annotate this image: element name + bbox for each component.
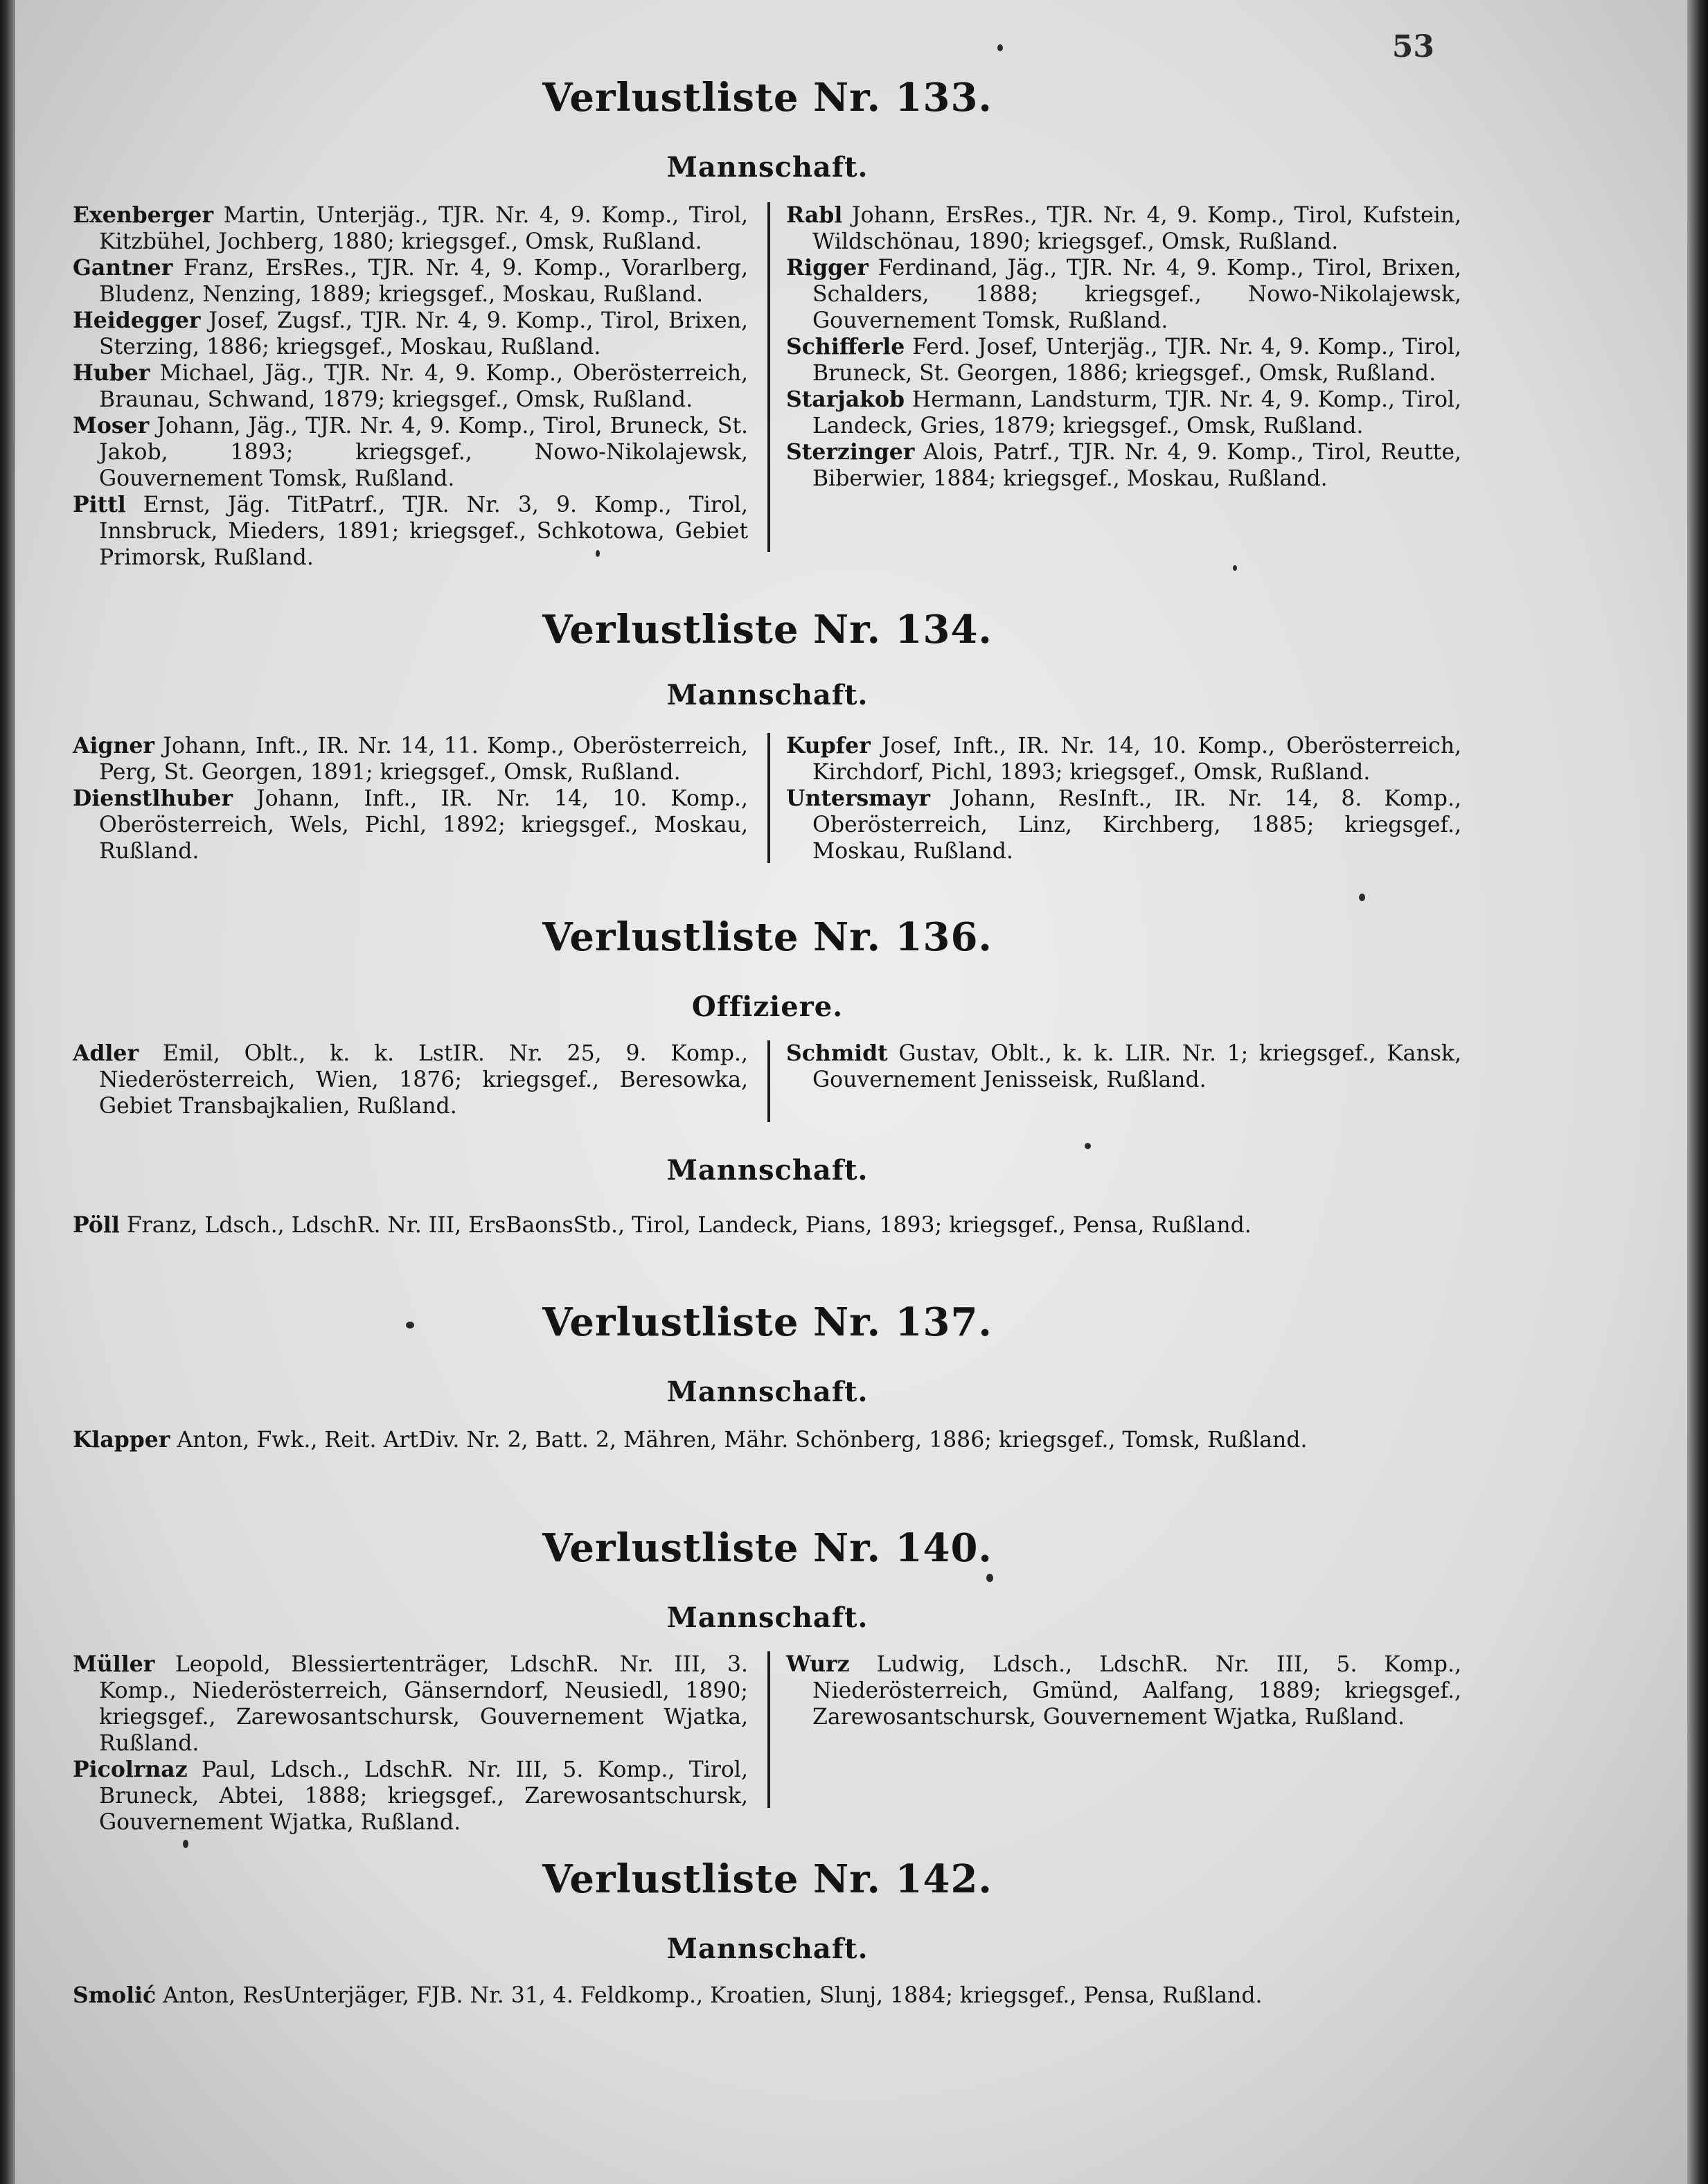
entry-details: Ferd. Josef, Unterjäg., TJR. Nr. 4, 9. Komp., Tirol, Bruneck, St. Georgen, 1886; kriegsgef., Omsk, Rußland. — [812, 335, 1462, 386]
scan-speck — [406, 1322, 414, 1329]
section-title: Verlustliste Nr. 136. — [542, 914, 993, 960]
casualty-entry — [786, 439, 1461, 492]
right-column — [786, 1040, 1461, 1093]
casualty-entry — [73, 1040, 748, 1119]
entry-surname: Pöll — [73, 1212, 120, 1238]
casualty-entry — [73, 1757, 748, 1836]
casualty-entry — [786, 785, 1461, 864]
entry-details: Johann, Inft., IR. Nr. 14, 11. Komp., Oberösterreich, Perg, St. Georgen, 1891; kriegsgef., Omsk, Rußland. — [99, 734, 748, 785]
section-title: Verlustliste Nr. 134. — [542, 607, 993, 652]
entry-surname: Adler — [73, 1040, 139, 1066]
entry-surname: Starjakob — [786, 387, 905, 412]
entry-details: Ludwig, Ldsch., LdschR. Nr. III, 5. Komp., Niederösterreich, Gmünd, Aalfang, 1889; kriegsgef., Zarewosantschursk, Gouvernement Wjatka, Rußland. — [812, 1652, 1461, 1730]
casualty-entry — [786, 1040, 1461, 1093]
entry-details: Gustav, Oblt., k. k. LIR. Nr. 1; kriegsgef., Kansk, Gouvernement Jenisseisk, Rußland. — [812, 1041, 1461, 1092]
section-title: Verlustliste Nr. 140. — [542, 1525, 993, 1571]
right-column — [786, 202, 1461, 492]
group-heading: Mannschaft. — [666, 1154, 869, 1187]
entry-details: Ernst, Jäg. TitPatrf., TJR. Nr. 3, 9. Komp., Tirol, Innsbruck, Mieders, 1891; kriegsgef., Schkotowa, Gebiet Primorsk, Rußland. — [99, 492, 748, 570]
group-heading: Mannschaft. — [666, 151, 869, 184]
casualty-entry — [73, 1212, 1500, 1239]
entry-surname: Rabl — [786, 202, 843, 228]
entry-details: Leopold, Blessiertenträger, LdschR. Nr. III, 3. Komp., Niederösterreich, Gänserndorf, Neusiedl, 1890; kriegsgef., Zarewosantschursk, Gouvernement Wjatka, Rußland. — [99, 1652, 748, 1756]
entry-details: Alois, Patrf., TJR. Nr. 4, 9. Komp., Tirol, Reutte, Biberwier, 1884; kriegsgef., Moskau, Rußland. — [812, 440, 1461, 491]
entry-surname: Gantner — [73, 255, 173, 281]
right-column — [786, 733, 1461, 864]
column-divider — [767, 1651, 770, 1808]
column-divider — [767, 202, 770, 552]
casualty-entry — [73, 1651, 748, 1757]
entry-details: Johann, ErsRes., TJR. Nr. 4, 9. Komp., Tirol, Kufstein, Wildschönau, 1890; kriegsgef., Omsk, Rußland. — [812, 203, 1461, 254]
casualty-entry — [73, 492, 748, 571]
scan-speck — [183, 1840, 188, 1848]
left-column — [73, 733, 748, 864]
casualty-entry — [786, 202, 1461, 255]
entry-surname: Schifferle — [786, 334, 905, 359]
casualty-entry — [73, 202, 748, 255]
left-column — [73, 202, 748, 571]
scan-speck — [997, 44, 1003, 51]
entry-surname: Wurz — [786, 1651, 850, 1677]
entry-surname: Exenberger — [73, 202, 214, 228]
entry-surname: Dienstlhuber — [73, 785, 233, 811]
left-column — [73, 1040, 748, 1119]
entry-surname: Schmidt — [786, 1040, 888, 1066]
entry-surname: Picolrnaz — [73, 1757, 188, 1782]
entry-details: Hermann, Landsturm, TJR. Nr. 4, 9. Komp., Tirol, Landeck, Gries, 1879; kriegsgef., Omsk, Rußland. — [812, 387, 1461, 438]
entry-surname: Huber — [73, 360, 150, 386]
entry-details: Paul, Ldsch., LdschR. Nr. III, 5. Komp., Tirol, Bruneck, Abtei, 1888; kriegsgef., Zarewosantschursk, Gouvernement Wjatka, Rußland. — [99, 1757, 748, 1835]
entry-details: Anton, ResUnterjäger, FJB. Nr. 31, 4. Feldkomp., Kroatien, Slunj, 1884; kriegsgef., Pensa, Rußland. — [163, 1983, 1263, 2008]
casualty-entry — [786, 387, 1461, 439]
entry-surname: Rigger — [786, 255, 869, 281]
entry-details: Emil, Oblt., k. k. LstIR. Nr. 25, 9. Komp., Niederösterreich, Wien, 1876; kriegsgef., Beresowka, Gebiet Transbajkalien, Rußland. — [99, 1041, 748, 1119]
scan-speck — [1359, 894, 1365, 901]
entry-details: Martin, Unterjäg., TJR. Nr. 4, 9. Komp., Tirol, Kitzbühel, Jochberg, 1880; kriegsgef., Omsk, Rußland. — [99, 203, 749, 254]
entry-surname: Moser — [73, 413, 150, 438]
casualty-entry — [786, 334, 1461, 387]
casualty-entry — [73, 413, 748, 492]
entry-details: Franz, Ldsch., LdschR. Nr. III, ErsBaonsStb., Tirol, Landeck, Pians, 1893; kriegsgef., Pensa, Rußland. — [126, 1213, 1252, 1238]
right-column — [786, 1651, 1461, 1730]
entry-details: Ferdinand, Jäg., TJR. Nr. 4, 9. Komp., Tirol, Brixen, Schalders, 1888; kriegsgef., Nowo-Nikolajewsk, Gouvernement Tomsk, Rußland. — [812, 256, 1461, 333]
entry-surname: Klapper — [73, 1427, 170, 1453]
section-title: Verlustliste Nr. 142. — [542, 1856, 993, 1902]
casualty-entry — [73, 785, 748, 864]
entry-details: Anton, Fwk., Reit. ArtDiv. Nr. 2, Batt. 2, Mähren, Mähr. Schönberg, 1886; kriegsgef., Tomsk, Rußland. — [177, 1428, 1308, 1453]
casualty-entry — [73, 360, 748, 413]
group-heading: Mannschaft. — [666, 1933, 869, 1965]
casualty-entry — [73, 1982, 1500, 2009]
casualty-entry — [73, 733, 748, 785]
entry-surname: Müller — [73, 1651, 155, 1677]
scan-speck — [986, 1574, 993, 1582]
page-number: 53 — [1391, 29, 1434, 64]
entry-surname: Untersmayr — [786, 785, 930, 811]
entry-details: Josef, Zugsf., TJR. Nr. 4, 9. Komp., Tirol, Brixen, Sterzing, 1886; kriegsgef., Moskau, Rußland. — [99, 308, 748, 359]
left-column — [73, 1651, 748, 1836]
casualty-entry — [73, 308, 748, 360]
entry-details: Michael, Jäg., TJR. Nr. 4, 9. Komp., Oberösterreich, Braunau, Schwand, 1879; kriegsgef., Omsk, Rußland. — [99, 361, 748, 412]
group-heading: Mannschaft. — [666, 679, 869, 711]
entry-surname: Heidegger — [73, 308, 201, 333]
entry-details: Josef, Inft., IR. Nr. 14, 10. Komp., Oberösterreich, Kirchdorf, Pichl, 1893; kriegsgef., Omsk, Rußland. — [812, 734, 1461, 785]
scan-speck — [1233, 565, 1237, 571]
entry-details: Johann, ResInft., IR. Nr. 14, 8. Komp., Oberösterreich, Linz, Kirchberg, 1885; kriegsgef., Moskau, Rußland. — [812, 786, 1461, 864]
group-heading: Mannschaft. — [666, 1376, 869, 1408]
column-divider — [767, 1040, 770, 1122]
page-edge-shadow — [1687, 0, 1708, 2184]
casualty-entry — [786, 255, 1461, 334]
entry-details: Johann, Jäg., TJR. Nr. 4, 9. Komp., Tirol, Bruneck, St. Jakob, 1893; kriegsgef., Nowo-Nikolajewsk, Gouvernement Tomsk, Rußland. — [99, 414, 748, 491]
casualty-entry — [786, 733, 1461, 785]
entry-surname: Aigner — [73, 733, 154, 758]
casualty-entry — [73, 255, 748, 308]
entry-surname: Sterzinger — [786, 439, 915, 465]
section-title: Verlustliste Nr. 133. — [542, 75, 993, 121]
entry-surname: Kupfer — [786, 733, 871, 758]
section-title: Verlustliste Nr. 137. — [542, 1299, 993, 1345]
entry-surname: Smolić — [73, 1982, 157, 2008]
casualty-entry — [786, 1651, 1461, 1730]
entry-surname: Pittl — [73, 492, 126, 517]
group-heading: Mannschaft. — [666, 1601, 869, 1634]
entry-details: Franz, ErsRes., TJR. Nr. 4, 9. Komp., Vorarlberg, Bludenz, Nenzing, 1889; kriegsgef., Moskau, Rußland. — [99, 256, 748, 307]
column-divider — [767, 733, 770, 863]
group-heading: Offiziere. — [691, 991, 844, 1023]
entry-details: Johann, Inft., IR. Nr. 14, 10. Komp., Oberösterreich, Wels, Pichl, 1892; kriegsgef., Moskau, Rußland. — [99, 786, 748, 864]
scan-speck — [596, 550, 600, 557]
casualty-entry — [73, 1427, 1500, 1453]
scan-speck — [1085, 1143, 1091, 1149]
